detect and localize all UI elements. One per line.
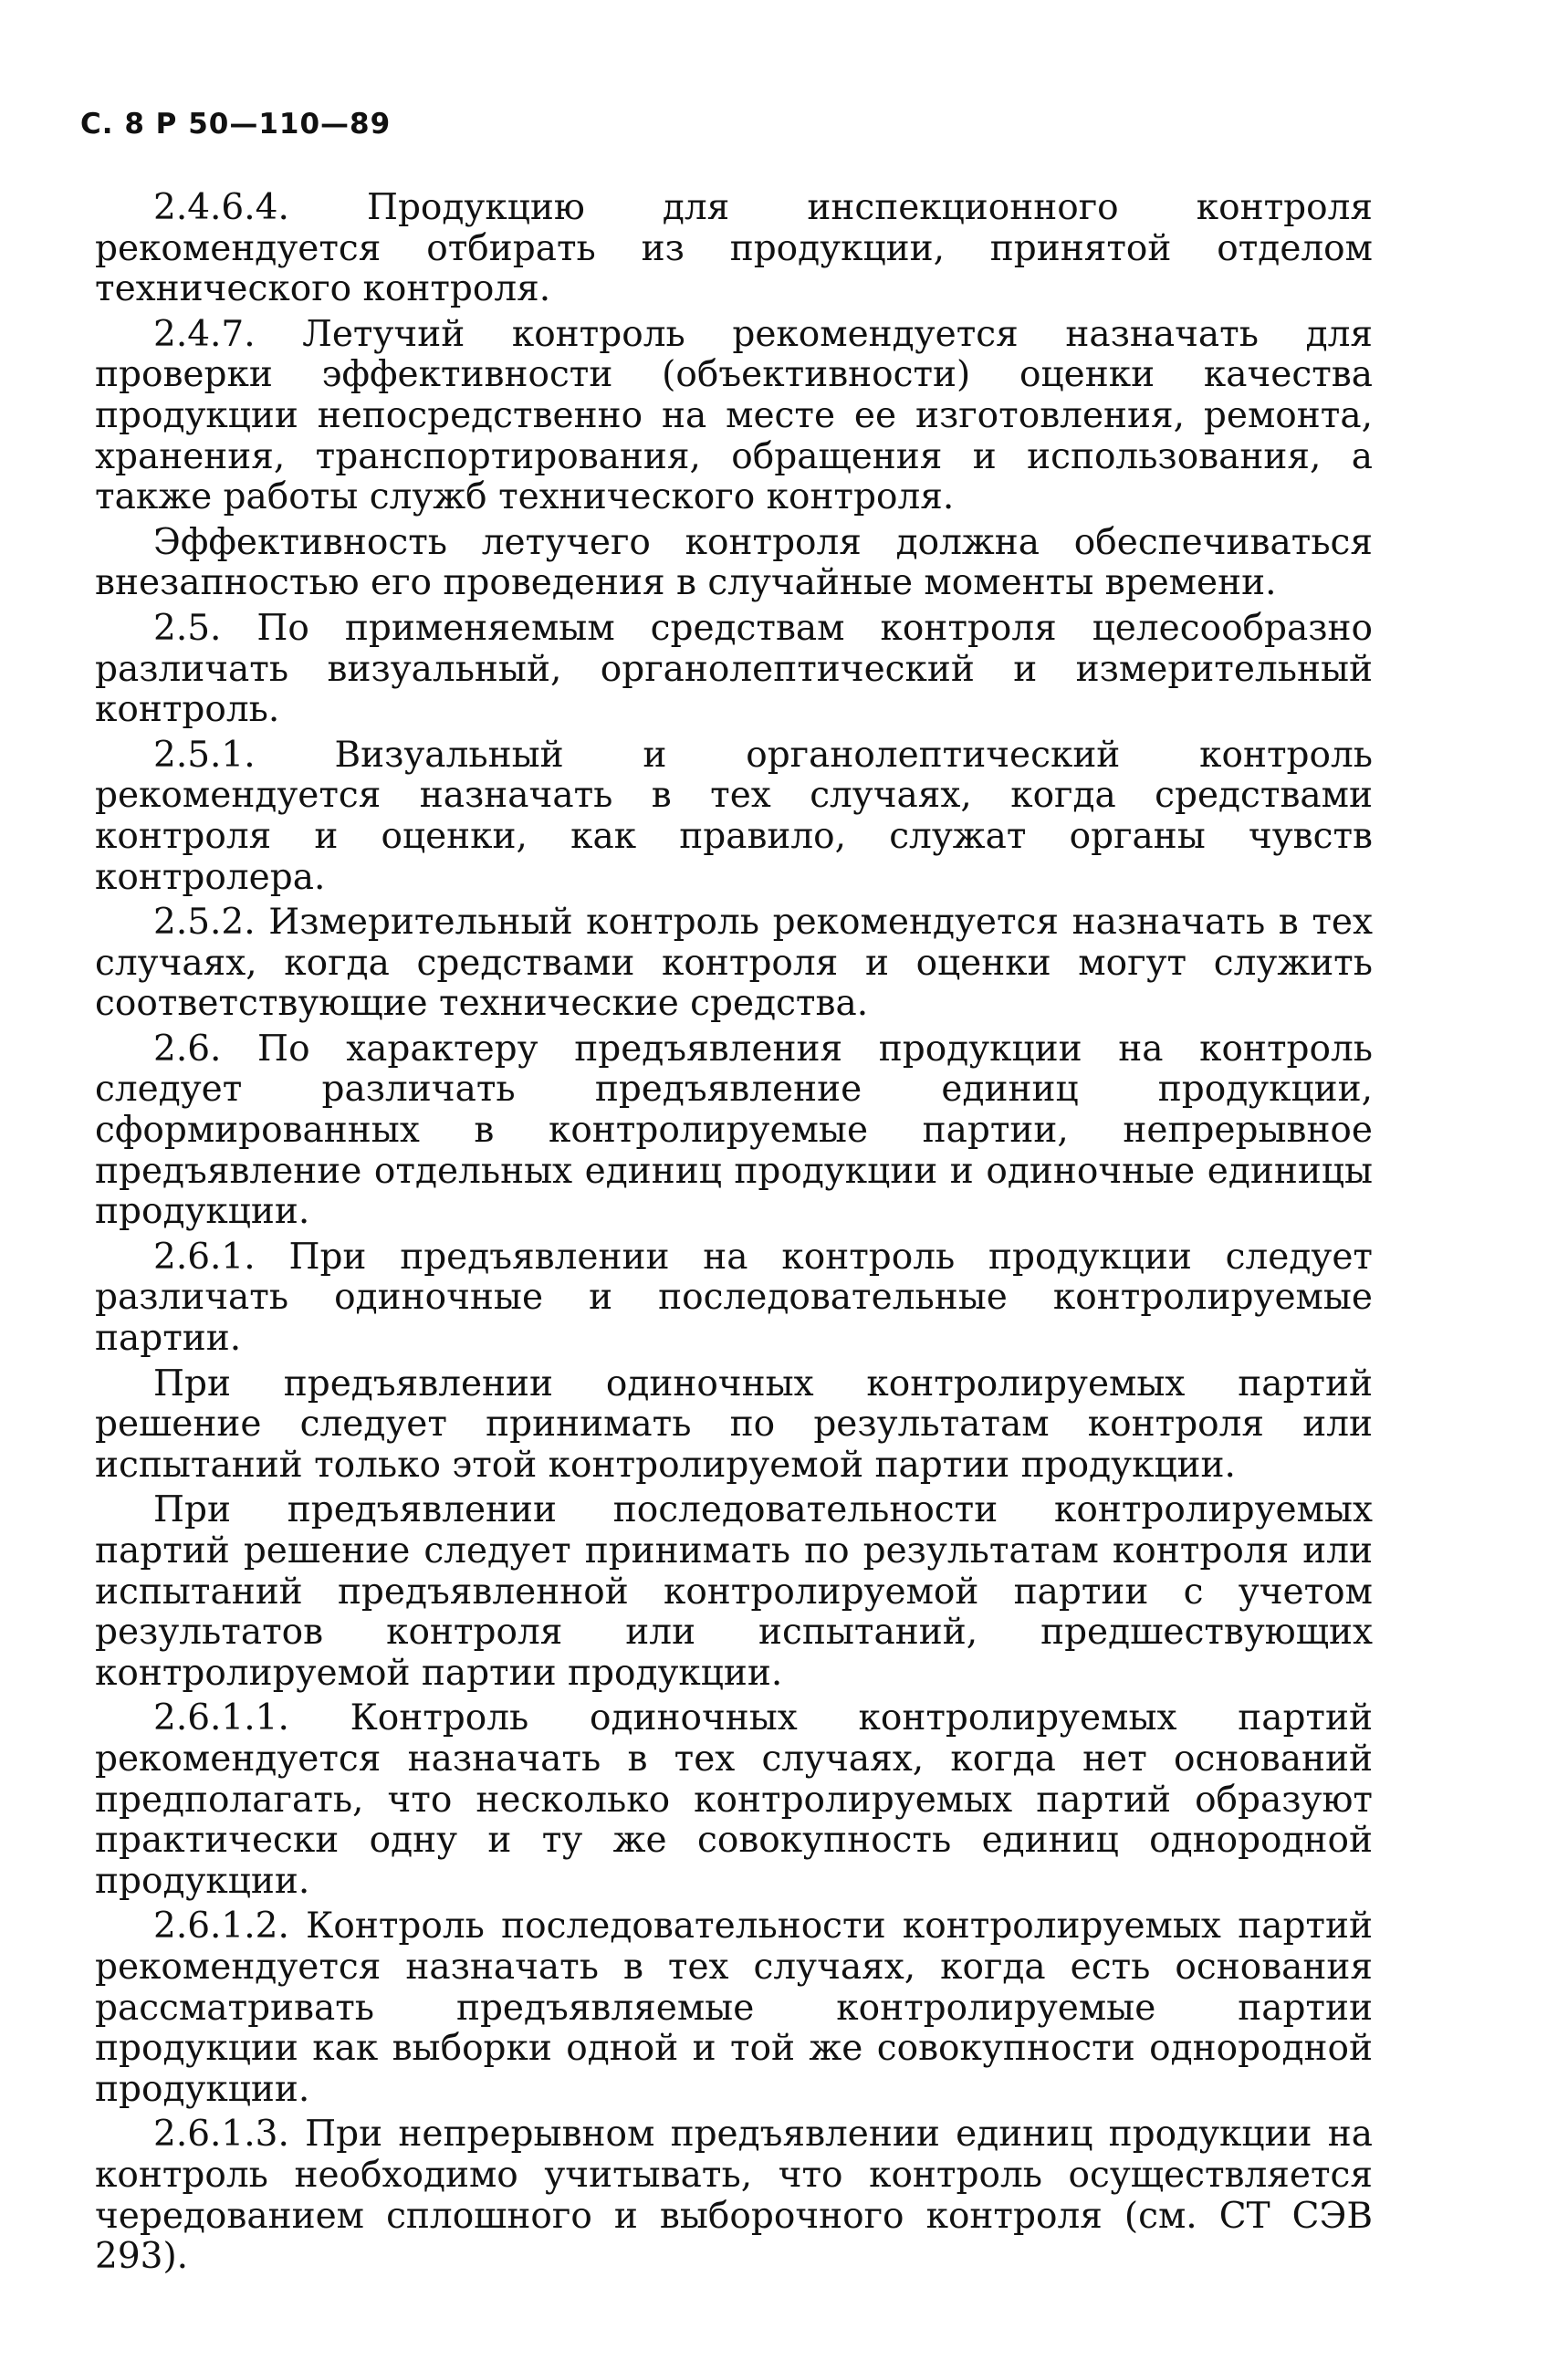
paragraph-2-5-2: 2.5.2. Измерительный контроль рекомендуется назначать в тех случаях, когда средствами контроля и оценки могут служить соответствующие технические средства. — [95, 902, 1373, 1025]
paragraph-2-5-1: 2.5.1. Визуальный и органолептический контроль рекомендуется назначать в тех случаях, когда средствами контроля и оценки, как правило, служат органы чувств контролера. — [95, 734, 1373, 898]
paragraph-flying-control-effectiveness: Эффективность летучего контроля должна обеспечиваться внезапностью его проведения в случайные моменты времени. — [95, 521, 1373, 604]
paragraph-2-5: 2.5. По применяемым средствам контроля целесообразно различать визуальный, органолептический и измерительный контроль. — [95, 607, 1373, 731]
paragraph-2-6-1-3: 2.6.1.3. При непрерывном предъявлении единиц продукции на контроль необходимо учитывать, что контроль осуществляется чередованием сплошного и выборочного контроля (см. СТ СЭВ 293). — [95, 2114, 1373, 2278]
paragraph-2-6: 2.6. По характеру предъявления продукции на контроль следует различать предъявление единиц продукции, сформированных в контролируемые партии, непрерывное предъявление отдельных единиц продукции и одиночные единицы продукции. — [95, 1028, 1373, 1233]
paragraph-2-6-1: 2.6.1. При предъявлении на контроль продукции следует различать одиночные и последовательные контролируемые партии. — [95, 1236, 1373, 1360]
paragraph-single-batches: При предъявлении одиночных контролируемых партий решение следует принимать по результатам контроля или испытаний только этой контролируемой партии продукции. — [95, 1363, 1373, 1486]
paragraph-sequential-batches: При предъявлении последовательности контролируемых партий решение следует принимать по результатам контроля или испытаний предъявленной контролируемой партии с учетом результатов контроля или испытаний, предшествующих контролируемой партии продукции. — [95, 1489, 1373, 1694]
paragraph-2-6-1-1: 2.6.1.1. Контроль одиночных контролируемых партий рекомендуется назначать в тех случаях, когда нет оснований предполагать, что несколько контролируемых партий образуют практически одну и ту же совокупность единиц однородной продукции. — [95, 1697, 1373, 1902]
document-body — [95, 188, 1373, 2278]
page-header: С. 8 Р 50—110—89 — [80, 108, 392, 141]
paragraph-2-4-7: 2.4.7. Летучий контроль рекомендуется назначать для проверки эффективности (объективности) оценки качества продукции непосредственно на месте ее изготовления, ремонта, хранения, транспортирования, обращения и использования, а также работы служб технического контроля. — [95, 313, 1373, 518]
paragraph-2-4-6-4: 2.4.6.4. Продукцию для инспекционного контроля рекомендуется отбирать из продукции, принятой отделом технического контроля. — [95, 187, 1373, 310]
paragraph-2-6-1-2: 2.6.1.2. Контроль последовательности контролируемых партий рекомендуется назначать в тех случаях, когда есть основания рассматривать предъявляемые контролируемые партии продукции как выборки одной и той же совокупности однородной продукции. — [95, 1906, 1373, 2110]
